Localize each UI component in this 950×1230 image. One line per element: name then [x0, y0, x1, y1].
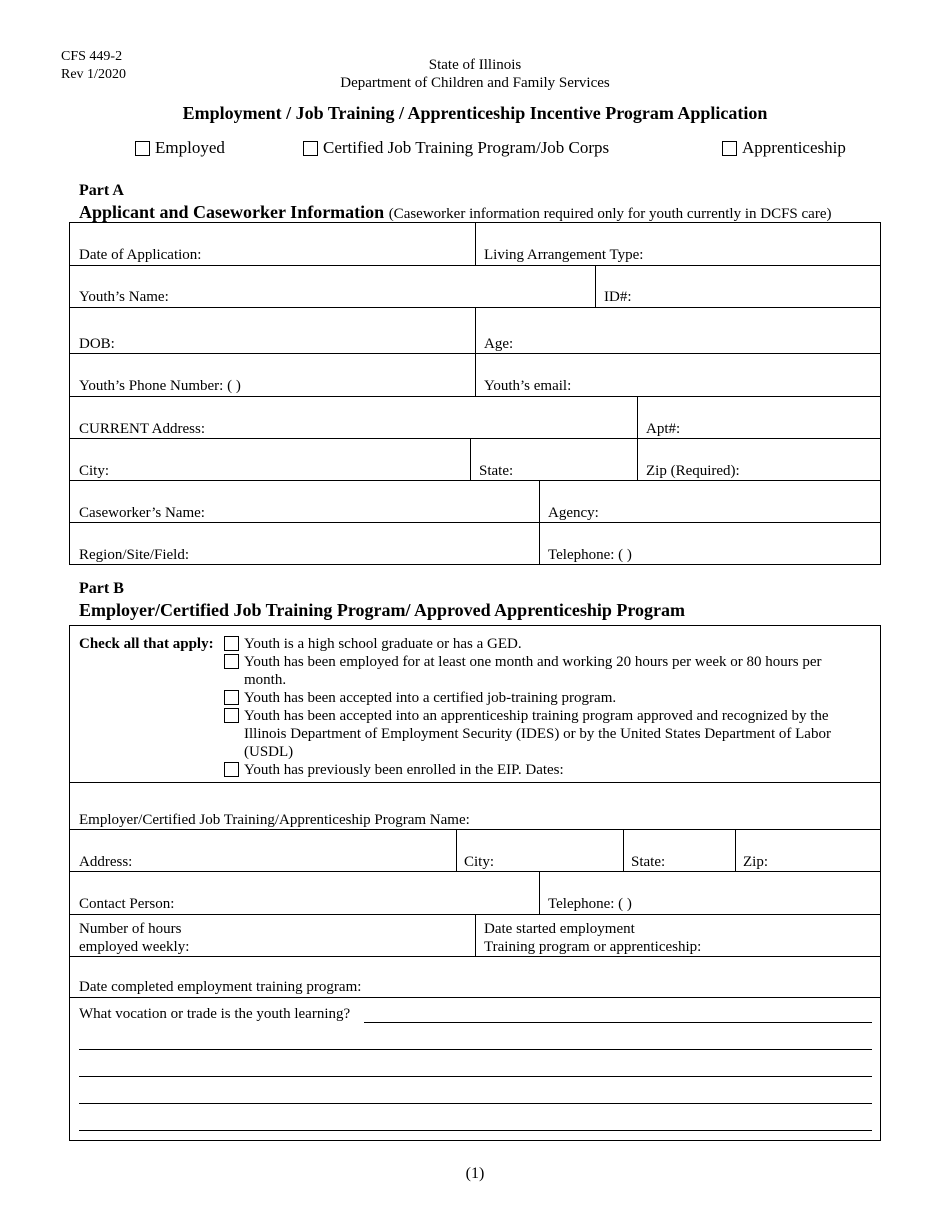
check-item[interactable]	[224, 635, 860, 653]
apt-field[interactable]: Apt#:	[646, 421, 681, 437]
zip-field[interactable]: Zip (Required):	[646, 463, 740, 479]
check-all-label: Check all that apply:	[79, 636, 214, 652]
id-field[interactable]: ID#:	[604, 289, 632, 305]
program-type-job-training[interactable]	[303, 138, 609, 158]
state-name: State of Illinois	[428, 57, 522, 73]
hours-weekly-field[interactable]	[79, 920, 189, 956]
check-job-training-label: Youth has been accepted into a certified job-training program.	[244, 690, 617, 706]
check-item[interactable]	[224, 689, 860, 707]
program-type-apprenticeship[interactable]	[722, 138, 846, 158]
vocation-answer-line[interactable]	[79, 1076, 872, 1077]
check-employed-label: Youth has been employed for at least one month and working 20 hours per week or 80 hours per month.	[244, 654, 822, 688]
agency-field[interactable]: Agency:	[548, 505, 599, 521]
region-field[interactable]: Region/Site/Field:	[79, 547, 190, 563]
state-field[interactable]: State:	[479, 463, 514, 479]
check-eip-checkbox[interactable]	[224, 762, 239, 777]
program-name-field[interactable]: Employer/Certified Job Training/Apprenticeship Program Name:	[79, 812, 470, 828]
vocation-answer-line[interactable]	[79, 1049, 872, 1050]
check-list	[224, 635, 860, 779]
form-number: CFS 449-2	[61, 49, 123, 64]
youth-name-field[interactable]: Youth’s Name:	[79, 289, 169, 305]
date-started-line1: Date started employment	[484, 921, 635, 937]
date-of-application-field[interactable]: Date of Application:	[79, 247, 202, 263]
vocation-answer-line[interactable]	[79, 1103, 872, 1104]
youth-email-field[interactable]: Youth’s email:	[484, 378, 572, 394]
program-type-employed[interactable]	[135, 138, 225, 158]
check-item[interactable]	[224, 653, 860, 689]
current-address-field[interactable]: CURRENT Address:	[79, 421, 205, 437]
part-a-heading	[79, 202, 831, 223]
employer-state-field[interactable]: State:	[631, 854, 666, 870]
youth-phone-field[interactable]: Youth’s Phone Number: ( )	[79, 378, 241, 394]
agency-header	[0, 56, 950, 92]
employer-telephone-field[interactable]: Telephone: ( )	[548, 896, 632, 912]
vocation-label: What vocation or trade is the youth learning?	[79, 1006, 351, 1022]
job-training-checkbox[interactable]	[303, 141, 318, 156]
check-apprenticeship-label: Youth has been accepted into an apprenticeship training program approved and recognized by the Illinois Department of Employment Security (IDES) or by the United States Department of Labor (USDL)	[244, 708, 831, 760]
contact-person-field[interactable]: Contact Person:	[79, 896, 175, 912]
apprenticeship-checkbox[interactable]	[722, 141, 737, 156]
date-completed-field[interactable]: Date completed employment training program:	[79, 979, 362, 995]
hours-label-line2: employed weekly:	[79, 939, 190, 955]
employed-label: Employed	[155, 138, 225, 157]
form-title: Employment / Job Training / Apprenticeship Incentive Program Application	[182, 103, 768, 123]
check-job-training-checkbox[interactable]	[224, 690, 239, 705]
check-employed-checkbox[interactable]	[224, 654, 239, 669]
check-item[interactable]	[224, 761, 860, 779]
city-field[interactable]: City:	[79, 463, 110, 479]
page-number: (1)	[465, 1165, 485, 1182]
part-b-table	[69, 625, 881, 1141]
check-item[interactable]	[224, 707, 860, 761]
caseworker-name-field[interactable]: Caseworker’s Name:	[79, 505, 205, 521]
part-a-label: Part A	[79, 182, 124, 199]
age-field[interactable]: Age:	[484, 336, 514, 352]
dob-field[interactable]: DOB:	[79, 336, 115, 352]
hours-label-line1: Number of hours	[79, 921, 182, 937]
employer-zip-field[interactable]: Zip:	[743, 854, 768, 870]
part-a-table	[69, 222, 881, 565]
part-a-note: (Caseworker information required only for youth currently in DCFS care)	[388, 206, 832, 222]
part-a-title: Applicant and Caseworker Information	[79, 202, 385, 222]
check-apprenticeship-checkbox[interactable]	[224, 708, 239, 723]
living-arrangement-field[interactable]: Living Arrangement Type:	[484, 247, 644, 263]
employed-checkbox[interactable]	[135, 141, 150, 156]
check-graduate-checkbox[interactable]	[224, 636, 239, 651]
check-eip-label: Youth has previously been enrolled in the EIP. Dates:	[244, 762, 564, 778]
check-graduate-label: Youth is a high school graduate or has a GED.	[244, 636, 522, 652]
employer-city-field[interactable]: City:	[464, 854, 495, 870]
date-started-field[interactable]	[484, 920, 701, 956]
caseworker-telephone-field[interactable]: Telephone: ( )	[548, 547, 632, 563]
job-training-label: Certified Job Training Program/Job Corps	[323, 138, 610, 157]
vocation-answer-line[interactable]	[79, 1130, 872, 1131]
part-b-heading: Employer/Certified Job Training Program/ Approved Apprenticeship Program	[79, 600, 685, 620]
vocation-answer-line[interactable]	[364, 1022, 872, 1023]
employer-address-field[interactable]: Address:	[79, 854, 133, 870]
form-revision: Rev 1/2020	[61, 67, 126, 82]
part-b-label: Part B	[79, 580, 124, 597]
date-started-line2: Training program or apprenticeship:	[484, 939, 702, 955]
apprenticeship-label: Apprenticeship	[742, 138, 846, 157]
department-name: Department of Children and Family Services	[340, 75, 610, 91]
